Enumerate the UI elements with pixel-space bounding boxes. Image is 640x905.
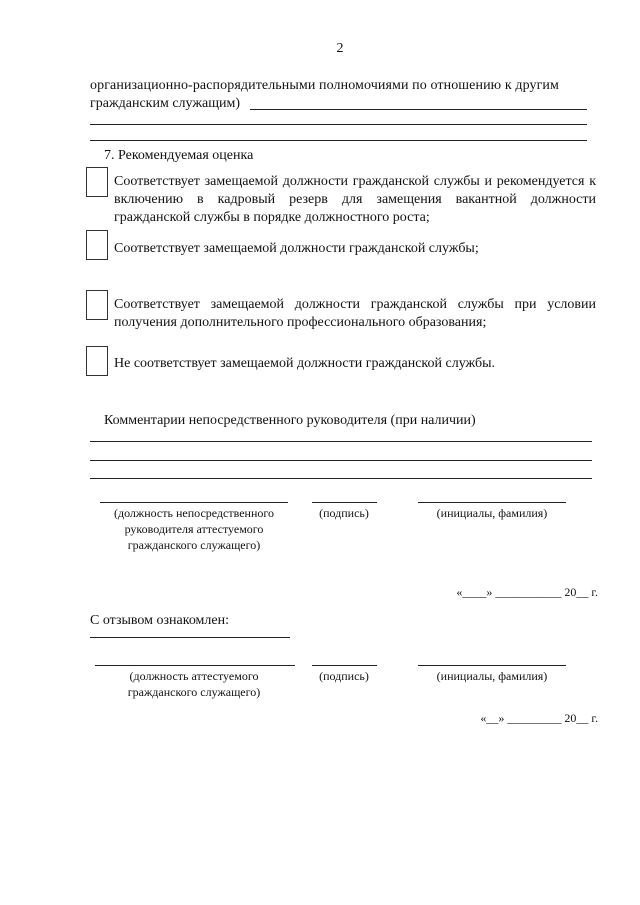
acquaintance-date-line[interactable] [90,637,290,638]
employee-date[interactable]: «__» _________ 20__ г. [480,711,598,725]
manager-position-caption: (должность непосредственного руководителя аттестуемого гражданского служащего) [113,506,274,552]
intro-line-2: гражданским служащим) [90,96,241,111]
intro-line-1: организационно-распорядительными полномочиями по отношению к другим [90,78,559,93]
option-2-label: Соответствует замещаемой должности гражданской службы; [114,241,479,256]
employee-signature-line[interactable] [312,665,377,666]
employee-signature-caption: (подпись) [319,669,369,683]
section-7-title: 7. Рекомендуемая оценка [104,148,254,163]
comments-line-3[interactable] [90,478,592,479]
comments-line-1[interactable] [90,441,592,442]
option-4-checkbox[interactable] [86,346,108,376]
intro-fill-line-1 [250,109,587,110]
manager-date[interactable]: «____» ___________ 20__ г. [456,585,598,599]
option-1-checkbox[interactable] [86,167,108,197]
option-3-checkbox[interactable] [86,290,108,320]
manager-name-line[interactable] [418,502,566,503]
comments-line-2[interactable] [90,460,592,461]
option-2-checkbox[interactable] [86,230,108,260]
manager-signature-line[interactable] [312,502,377,503]
intro-fill-line-2 [90,124,587,125]
intro-fill-line-3 [90,140,587,141]
employee-position-line[interactable] [95,665,295,666]
employee-name-caption: (инициалы, фамилия) [436,669,548,683]
page-number: 2 [336,41,344,56]
option-1-label: Соответствует замещаемой должности гражданской службы и рекомендуется к включению в кадровый резерв для замещения вакантной должности гражданской службы в порядке должностного роста; [114,174,596,225]
manager-position-line[interactable] [100,502,288,503]
option-3-label: Соответствует замещаемой должности гражданской службы при условии получения дополнительного профессионального образования; [114,297,596,330]
manager-name-caption: (инициалы, фамилия) [436,506,548,520]
comments-label: Комментарии непосредственного руководителя (при наличии) [104,413,476,428]
acquaintance-label: С отзывом ознакомлен: [90,613,229,628]
employee-position-caption: (должность аттестуемого гражданского служащего) [127,669,261,699]
option-4-label: Не соответствует замещаемой должности гражданской службы. [114,356,496,371]
manager-signature-caption: (подпись) [319,506,369,520]
employee-name-line[interactable] [418,665,566,666]
